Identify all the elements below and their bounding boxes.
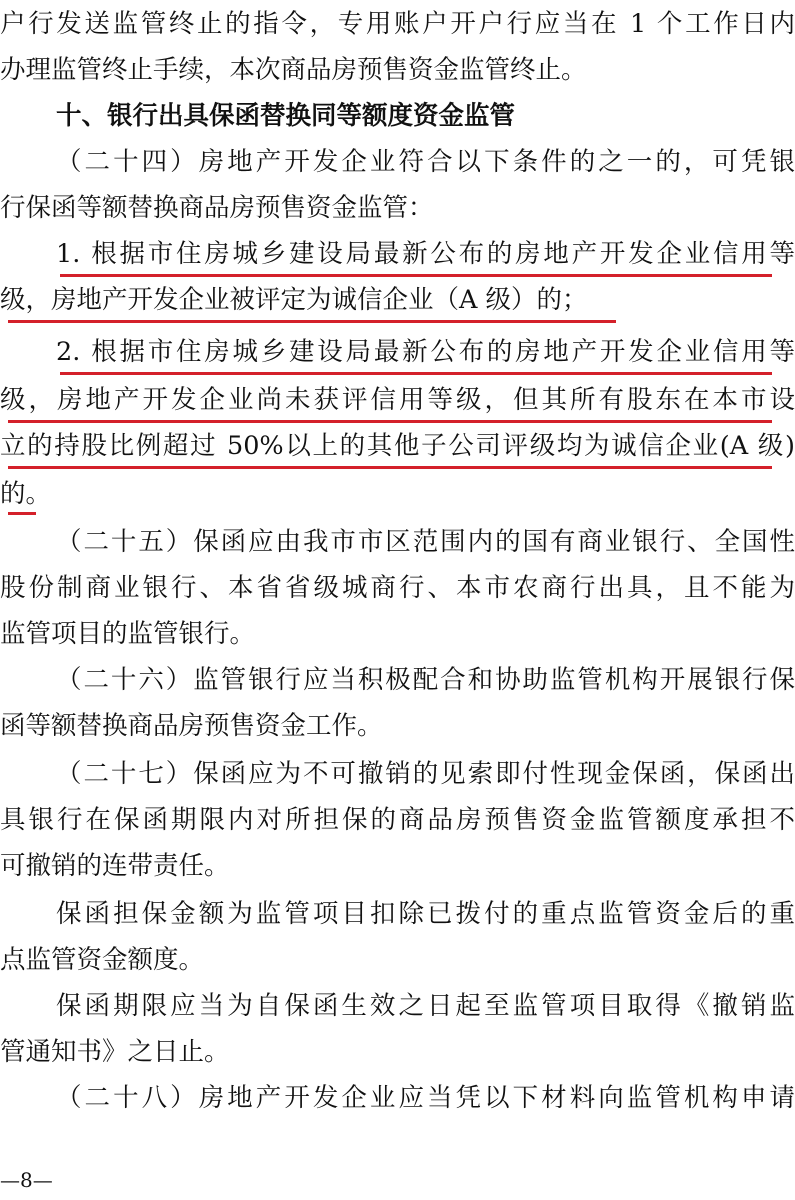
paragraph-start: （二十四）房地产开发企业符合以下条件的之一的，可凭银	[56, 147, 795, 177]
list-item-1-line: 级，房地产开发企业被评定为诚信企业（A 级）的；	[0, 285, 588, 315]
red-underline	[8, 466, 772, 469]
text-line: 户行发送监管终止的指令，专用账户开户行应当在 1 个工作日内	[0, 9, 795, 39]
paragraph-start: 保函期限应当为自保函生效之日起至监管项目取得《撤销监	[56, 991, 795, 1021]
text-line: 管通知书》之日止。	[0, 1037, 230, 1067]
red-underline	[60, 372, 772, 375]
red-underline	[8, 512, 36, 515]
paragraph-start: （二十六）监管银行应当积极配合和协助监管机构开展银行保	[56, 665, 795, 695]
list-item-2-line: 的。	[0, 479, 52, 509]
text-line: 行保函等额替换商品房预售资金监管：	[0, 193, 434, 223]
page-number: —8—	[0, 1168, 53, 1192]
list-item-2-line: 级，房地产开发企业尚未获评信用等级，但其所有股东在本市设	[0, 385, 795, 415]
section-heading: 十、银行出具保函替换同等额度资金监管	[56, 101, 516, 131]
text-line: 点监管资金额度。	[0, 945, 205, 975]
text-line: 可撤销的连带责任。	[0, 851, 230, 881]
text-line: 办理监管终止手续，本次商品房预售资金监管终止。	[0, 55, 587, 85]
red-underline	[8, 420, 772, 423]
list-item-2-line: 2. 根据市住房城乡建设局最新公布的房地产开发企业信用等	[56, 337, 795, 367]
paragraph-start: 保函担保金额为监管项目扣除已拨付的重点监管资金后的重	[56, 899, 795, 929]
list-item-1-line: 1. 根据市住房城乡建设局最新公布的房地产开发企业信用等	[56, 239, 795, 269]
paragraph-start: （二十五）保函应由我市市区范围内的国有商业银行、全国性	[56, 527, 795, 557]
text-line: 监管项目的监管银行。	[0, 619, 256, 649]
text-line: 具银行在保函期限内对所担保的商品房预售资金监管额度承担不	[0, 805, 795, 835]
text-line: 函等额替换商品房预售资金工作。	[0, 711, 383, 741]
paragraph-start: （二十八）房地产开发企业应当凭以下材料向监管机构申请	[56, 1083, 795, 1113]
red-underline	[8, 320, 616, 323]
red-underline	[60, 274, 772, 277]
list-item-2-line: 立的持股比例超过 50%以上的其他子公司评级均为诚信企业(A 级)	[0, 431, 795, 461]
text-line: 股份制商业银行、本省省级城商行、本市农商行出具，且不能为	[0, 573, 795, 603]
paragraph-start: （二十七）保函应为不可撤销的见索即付性现金保函，保函出	[56, 759, 795, 789]
